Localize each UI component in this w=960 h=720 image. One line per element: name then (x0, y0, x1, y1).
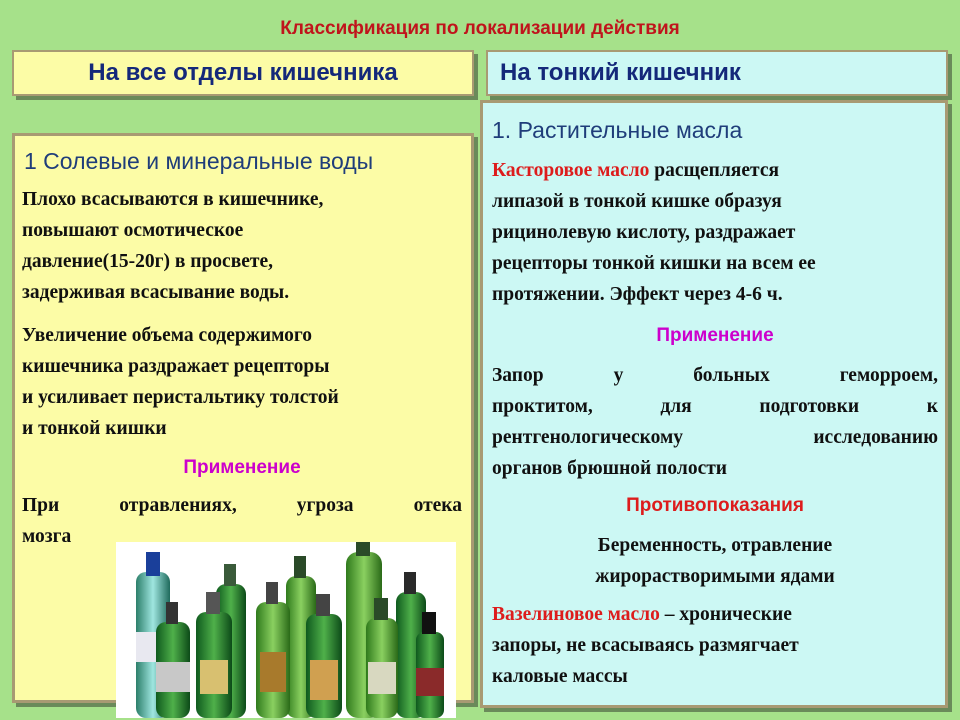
text-line: и тонкой кишки (22, 418, 167, 439)
left-use-line-2: мозга (22, 526, 72, 547)
right-paragraph-1 (492, 155, 938, 310)
right-use-paragraph (492, 360, 938, 484)
text-line: протяжении. Эффект через 4-6 ч. (492, 284, 783, 305)
left-paragraph-1 (22, 184, 462, 308)
contraindications-text (492, 530, 938, 592)
text-line: жирорастворимыми ядами (595, 566, 835, 587)
right-heading: 1. Растительные масла (492, 117, 743, 143)
text-line: Увеличение объема содержимого (22, 325, 313, 346)
text-line: липазой в тонкой кишке образуя (492, 191, 782, 212)
text-line: Запор у больных геморроем, (492, 365, 938, 386)
contraindications-label: Противопоказания (626, 495, 804, 516)
left-paragraph-2 (22, 320, 462, 444)
bottles-photo (116, 542, 456, 718)
text-line: каловые массы (492, 666, 628, 687)
text-line: и усиливает перистальтику толстой (22, 387, 339, 408)
vaseline-line (492, 599, 938, 630)
left-use-label: Применение (183, 457, 301, 478)
text-line: Беременность, отравление (597, 535, 833, 556)
castor-line (492, 155, 938, 186)
right-header: На тонкий кишечник (486, 50, 948, 96)
text-line: рентгенологическому исследованию (492, 427, 938, 448)
text-line: задерживая всасывание воды. (22, 282, 290, 303)
left-heading: 1 Солевые и минеральные воды (24, 148, 374, 174)
text-line: запоры, не всасываясь размягчает (492, 635, 799, 656)
right-use-label: Применение (656, 325, 774, 346)
left-header: На все отделы кишечника (12, 50, 474, 96)
text-line: рецепторы тонкой кишки на всем ее (492, 253, 816, 274)
text-fragment: – хронические (659, 604, 792, 625)
text-line: проктитом, для подготовки к (492, 396, 938, 417)
text-line: Плохо всасываются в кишечнике, (22, 189, 324, 210)
bottles-illustration (116, 542, 456, 718)
vaseline-paragraph (492, 599, 938, 692)
text-line: рицинолевую кислоту, раздражает (492, 222, 796, 243)
left-use-line-1: При отравлениях, угроза отека (22, 495, 462, 516)
text-fragment: расщепляется (649, 160, 780, 181)
text-line: кишечника раздражает рецепторы (22, 356, 330, 377)
text-line: органов брюшной полости (492, 458, 728, 479)
text-line: повышают осмотическое (22, 220, 244, 241)
castor-oil-term: Касторовое масло (492, 160, 650, 181)
vaseline-oil-term: Вазелиновое масло (492, 604, 660, 625)
text-line: давление(15-20г) в просвете, (22, 251, 274, 272)
slide-title: Классификация по локализации действия (280, 18, 680, 39)
